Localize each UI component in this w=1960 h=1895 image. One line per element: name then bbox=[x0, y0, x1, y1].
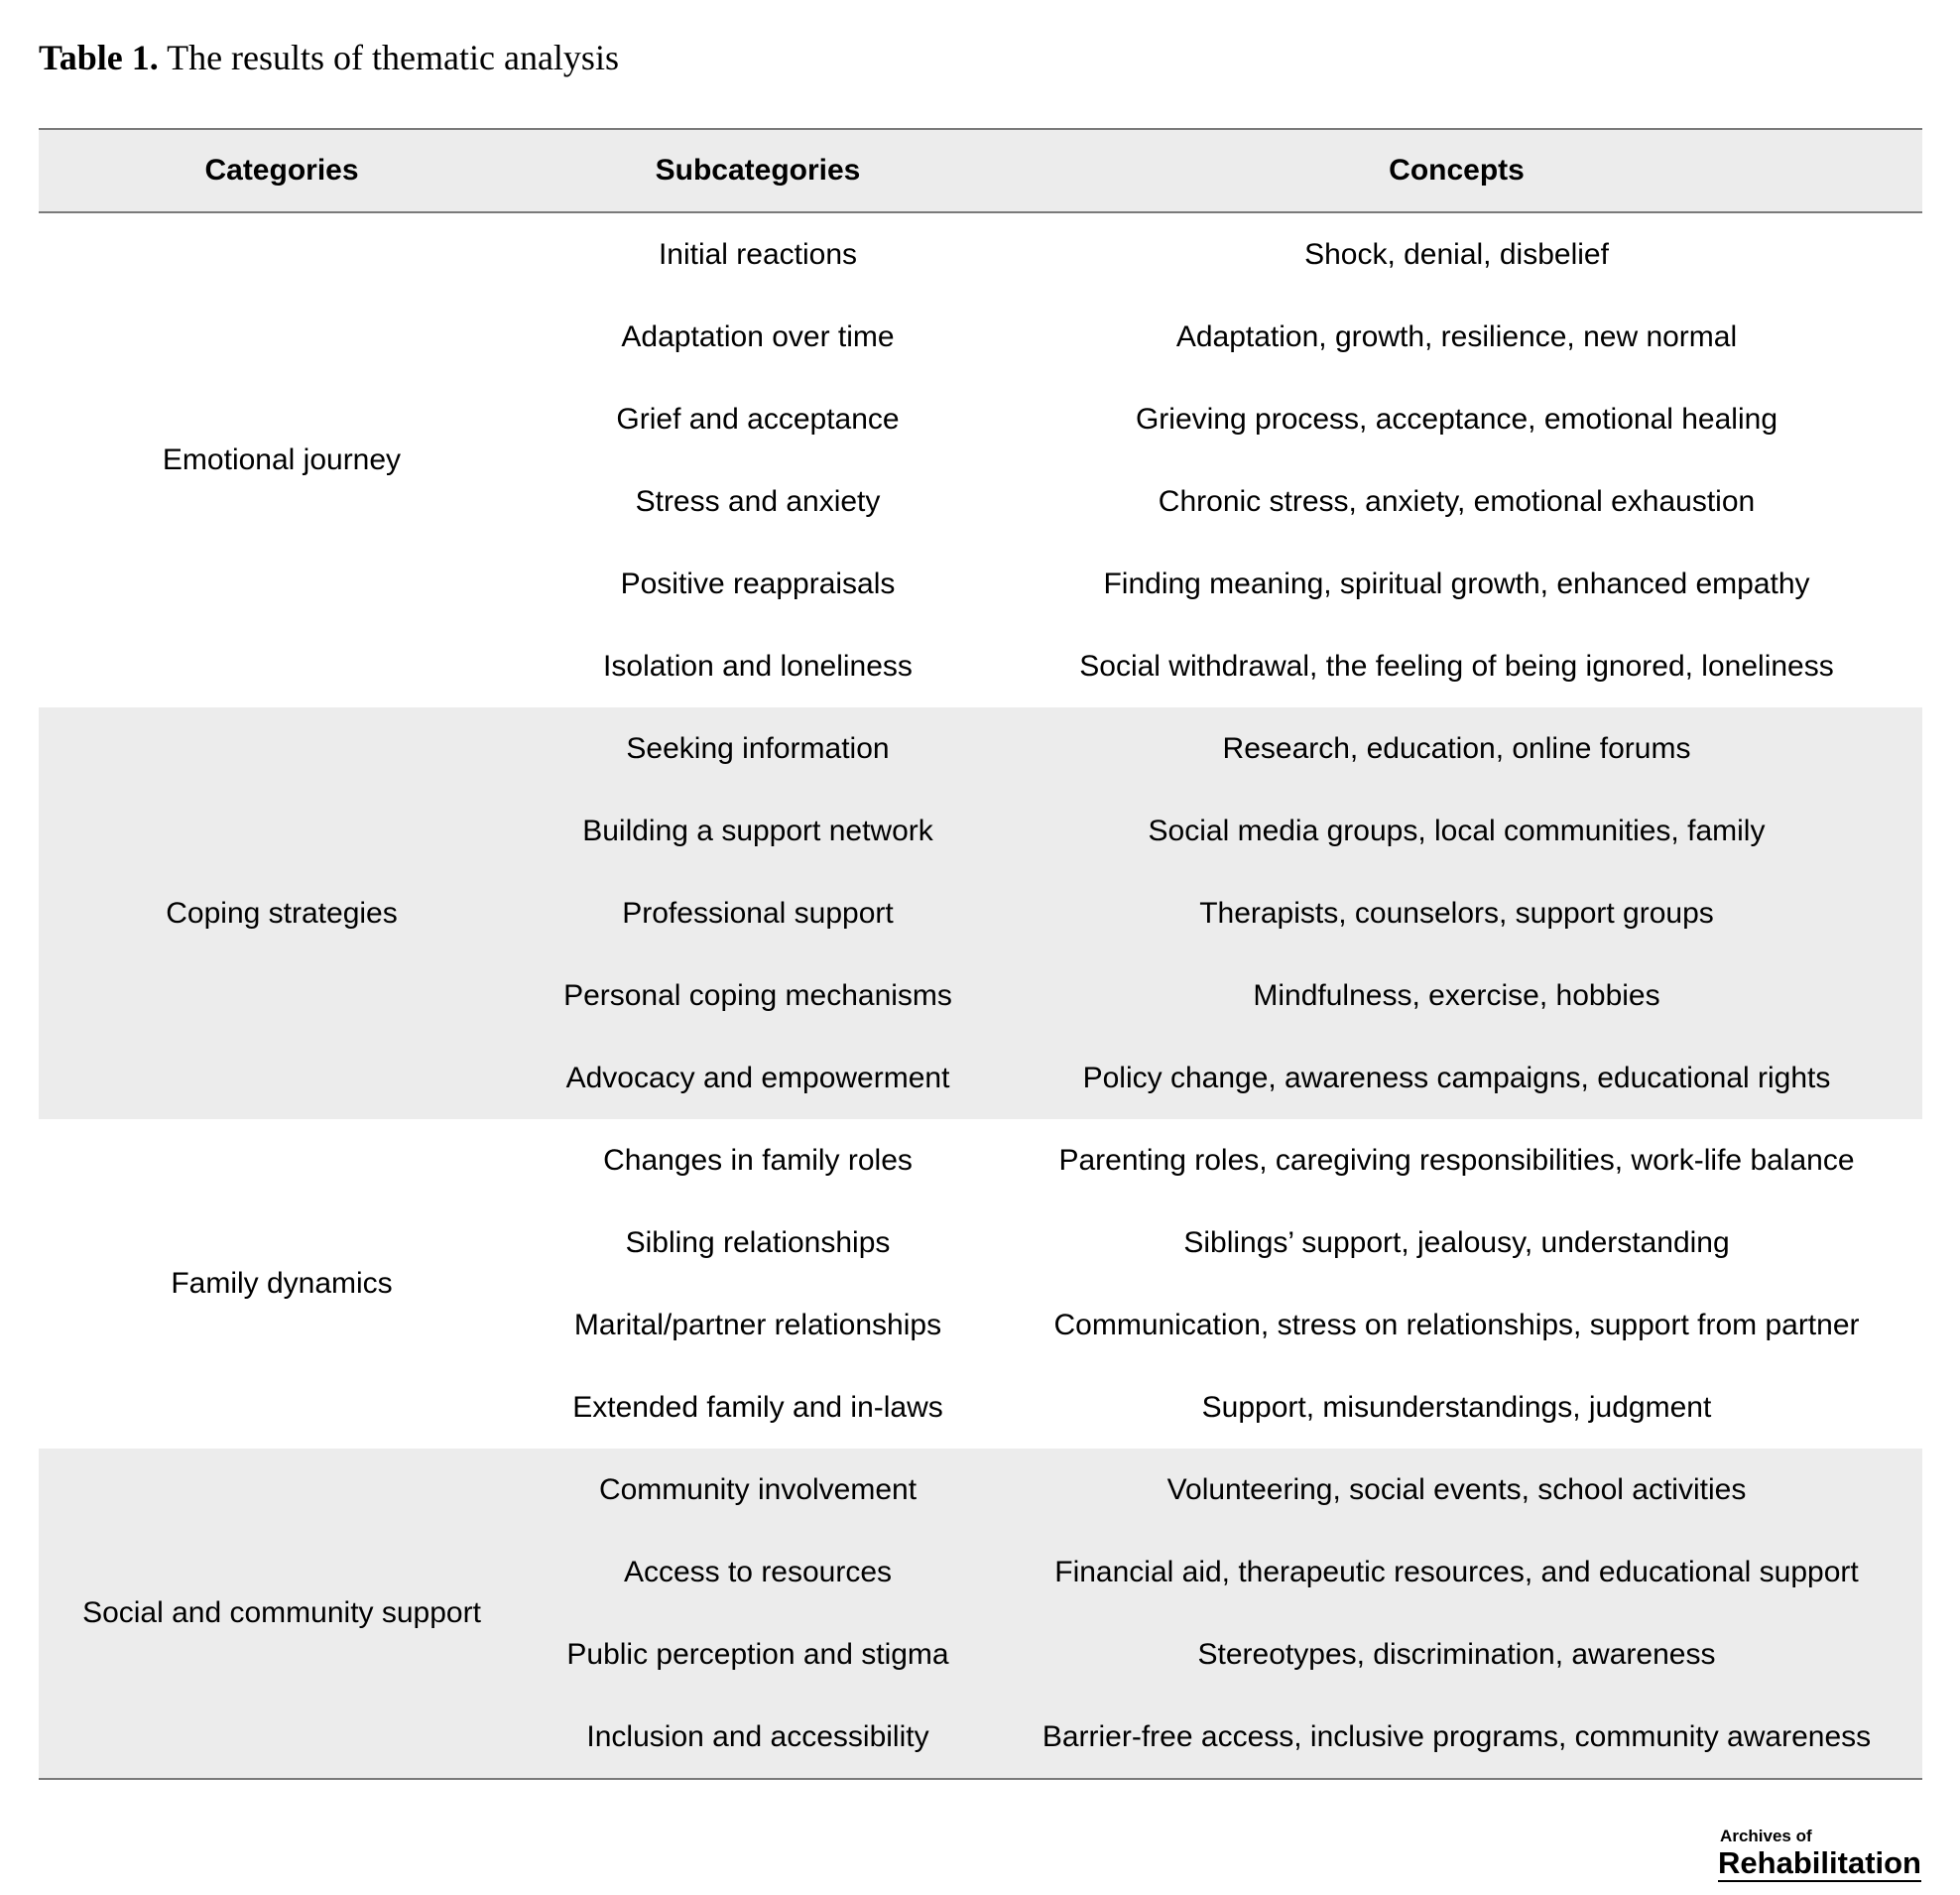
concepts-cell: Social media groups, local communities, family bbox=[991, 790, 1922, 872]
caption-text: The results of thematic analysis bbox=[167, 38, 619, 77]
subcategory-cell: Advocacy and empowerment bbox=[525, 1037, 991, 1119]
category-cell: Family dynamics bbox=[171, 1267, 393, 1300]
category-cell: Social and community support bbox=[39, 1449, 525, 1779]
concepts-cell: Finding meaning, spiritual growth, enhanced empathy bbox=[1103, 567, 1810, 600]
concepts-cell: Shock, denial, disbelief bbox=[1304, 237, 1609, 271]
table-row bbox=[39, 1449, 1922, 1531]
logo-line-big: Rehabilitation bbox=[1718, 1845, 1921, 1880]
concepts-cell: Barrier-free access, inclusive programs, community awareness bbox=[991, 1696, 1922, 1779]
table-row bbox=[39, 212, 1922, 296]
subcategory-cell: Public perception and stigma bbox=[525, 1613, 991, 1696]
header-row bbox=[39, 129, 1922, 212]
group-coping-strategies bbox=[39, 707, 1922, 1119]
table-header bbox=[39, 129, 1922, 212]
subcategory-cell: Building a support network bbox=[525, 790, 991, 872]
table-row bbox=[39, 707, 1922, 790]
group-emotional-journey bbox=[39, 212, 1922, 707]
subcategory-cell: Professional support bbox=[525, 872, 991, 954]
subcategory-cell: Community involvement bbox=[525, 1449, 991, 1531]
thematic-analysis-table-container bbox=[39, 128, 1922, 1780]
group-social-community-support bbox=[39, 1449, 1922, 1779]
concepts-cell: Siblings’ support, jealousy, understanding bbox=[1183, 1225, 1730, 1259]
thematic-analysis-table bbox=[39, 128, 1922, 1780]
concepts-cell: Chronic stress, anxiety, emotional exhaustion bbox=[1158, 484, 1756, 518]
concepts-cell: Adaptation, growth, resilience, new normal bbox=[1175, 319, 1738, 353]
group-family-dynamics bbox=[39, 1119, 1922, 1449]
concepts-cell: Stereotypes, discrimination, awareness bbox=[991, 1613, 1922, 1696]
header-categories: Categories bbox=[39, 129, 525, 212]
subcategory-cell: Initial reactions bbox=[658, 237, 858, 271]
header-subcategories: Subcategories bbox=[525, 129, 991, 212]
subcategory-cell: Personal coping mechanisms bbox=[525, 954, 991, 1037]
logo-line-small: Archives of bbox=[1720, 1827, 1812, 1845]
concepts-cell: Financial aid, therapeutic resources, and educational support bbox=[991, 1531, 1922, 1613]
subcategory-cell: Isolation and loneliness bbox=[603, 649, 913, 683]
category-cell: Coping strategies bbox=[39, 707, 525, 1119]
subcategory-cell: Positive reappraisals bbox=[620, 567, 896, 600]
subcategory-cell: Extended family and in-laws bbox=[572, 1390, 943, 1424]
subcategory-cell: Sibling relationships bbox=[625, 1225, 891, 1259]
concepts-cell: Communication, stress on relationships, support from partner bbox=[1053, 1308, 1860, 1341]
subcategory-cell: Access to resources bbox=[525, 1531, 991, 1613]
table-row bbox=[39, 1119, 1922, 1201]
table-caption bbox=[39, 32, 619, 83]
subcategory-cell: Changes in family roles bbox=[603, 1143, 913, 1177]
concepts-cell: Therapists, counselors, support groups bbox=[991, 872, 1922, 954]
subcategory-cell: Seeking information bbox=[525, 707, 991, 790]
concepts-cell: Grieving process, acceptance, emotional healing bbox=[1135, 402, 1778, 436]
subcategory-cell: Stress and anxiety bbox=[635, 484, 881, 518]
concepts-cell: Volunteering, social events, school activities bbox=[991, 1449, 1922, 1531]
concepts-cell: Social withdrawal, the feeling of being ignored, loneliness bbox=[1079, 649, 1834, 683]
concepts-cell: Policy change, awareness campaigns, educational rights bbox=[991, 1037, 1922, 1119]
caption-label: Table 1. bbox=[39, 38, 159, 77]
subcategory-cell: Grief and acceptance bbox=[616, 402, 900, 436]
concepts-cell: Parenting roles, caregiving responsibilities, work-life balance bbox=[1058, 1143, 1855, 1177]
subcategory-cell: Inclusion and accessibility bbox=[525, 1696, 991, 1779]
concepts-cell: Research, education, online forums bbox=[991, 707, 1922, 790]
journal-logo bbox=[1718, 1828, 1921, 1882]
concepts-cell: Support, misunderstandings, judgment bbox=[1201, 1390, 1712, 1424]
category-cell: Emotional journey bbox=[162, 443, 402, 476]
concepts-cell: Mindfulness, exercise, hobbies bbox=[991, 954, 1922, 1037]
subcategory-cell: Marital/partner relationships bbox=[573, 1308, 942, 1341]
subcategory-cell: Adaptation over time bbox=[621, 319, 895, 353]
header-concepts: Concepts bbox=[991, 129, 1922, 212]
